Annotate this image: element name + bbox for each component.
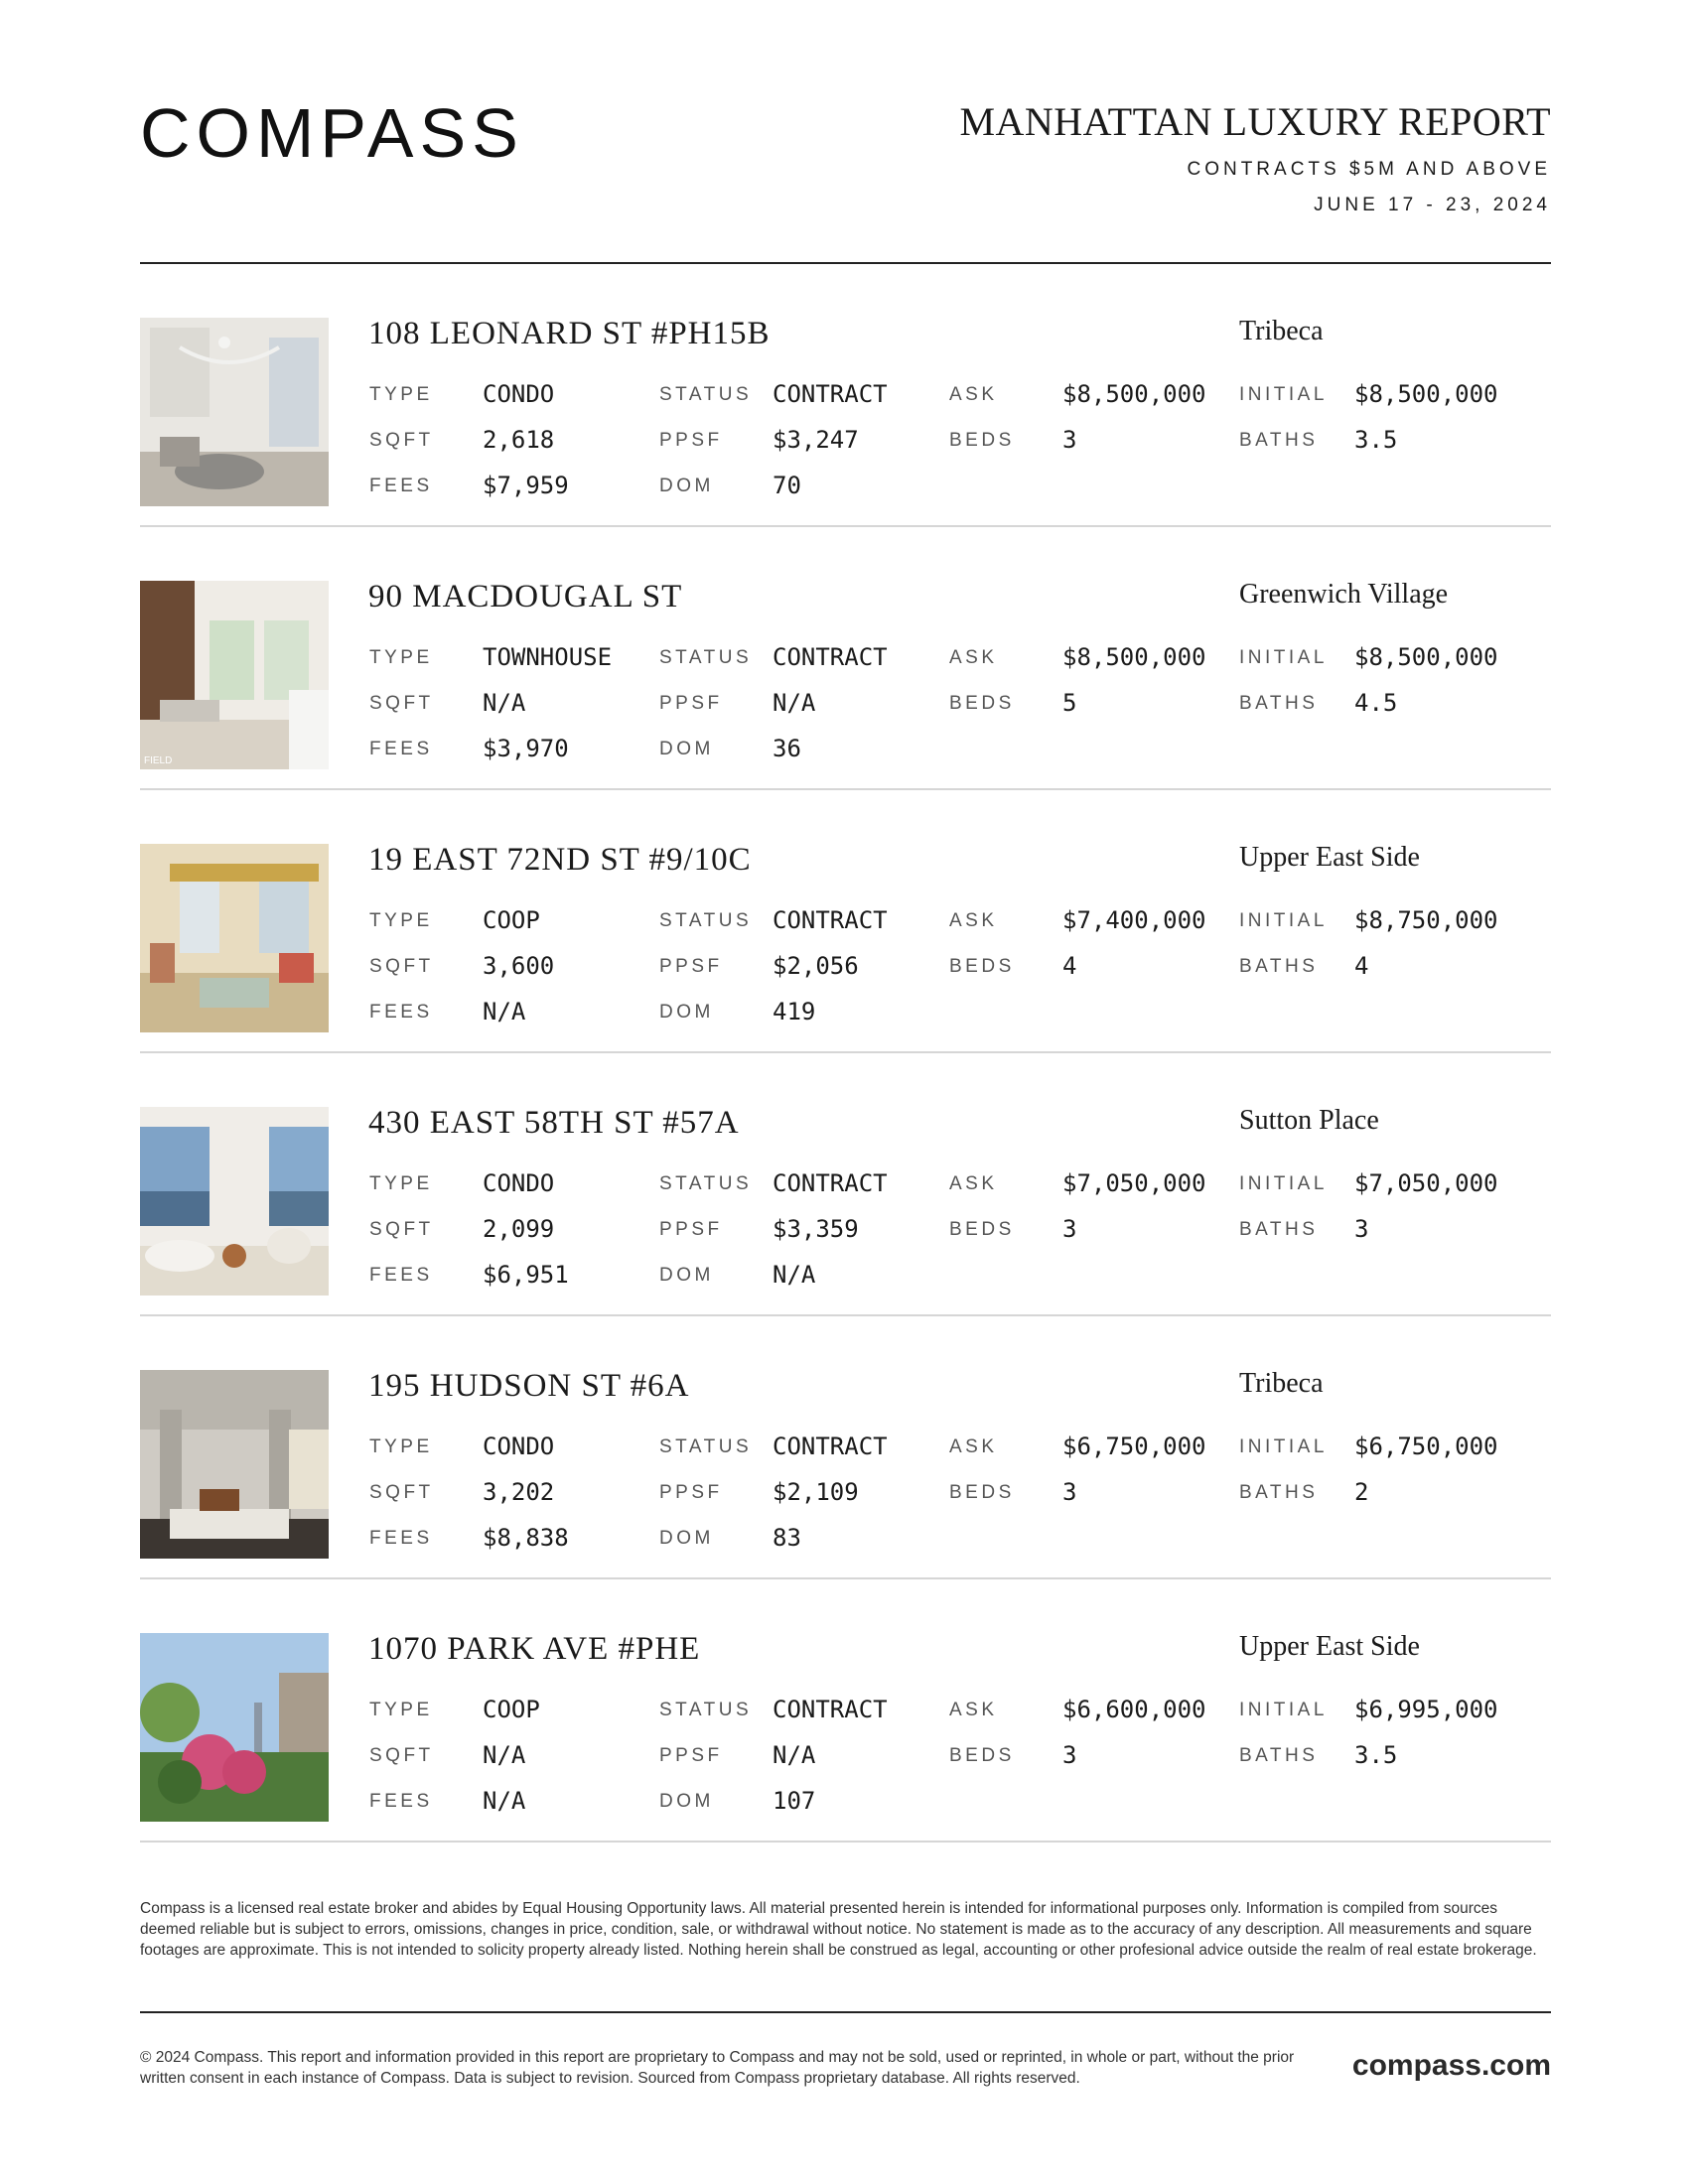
ppsf-label: PPSF (659, 1482, 723, 1503)
type-label: TYPE (369, 384, 433, 405)
initial-label: INITIAL (1239, 910, 1328, 931)
dom-value: 419 (773, 998, 816, 1025)
beds-label: BEDS (949, 693, 1015, 714)
beds-label: BEDS (949, 430, 1015, 451)
ask-value: $6,750,000 (1062, 1433, 1206, 1460)
ppsf-value: $2,056 (773, 952, 859, 980)
fees-label: FEES (369, 476, 433, 496)
listing-photo (140, 318, 329, 506)
baths-label: BATHS (1239, 430, 1319, 451)
listing-card (140, 1579, 1551, 1843)
initial-value: $6,750,000 (1354, 1433, 1498, 1460)
baths-value: 2 (1354, 1478, 1369, 1506)
listing-address: 19 EAST 72ND ST #9/10C (368, 842, 752, 878)
listing-neighborhood: Tribeca (1239, 316, 1324, 346)
ask-label: ASK (949, 384, 998, 405)
type-value: CONDO (483, 1169, 555, 1197)
dom-label: DOM (659, 1002, 714, 1023)
fees-value: $7,959 (483, 472, 569, 499)
baths-value: 4 (1354, 952, 1369, 980)
baths-value: 3.5 (1354, 1741, 1398, 1769)
status-value: CONTRACT (773, 906, 888, 934)
ppsf-value: $3,247 (773, 426, 859, 454)
status-value: CONTRACT (773, 1433, 888, 1460)
status-label: STATUS (659, 910, 753, 931)
listing-address: 195 HUDSON ST #6A (368, 1368, 690, 1404)
status-value: CONTRACT (773, 643, 888, 671)
ppsf-value: $3,359 (773, 1215, 859, 1243)
listing-neighborhood: Upper East Side (1239, 842, 1420, 873)
listing-photo (140, 1370, 329, 1559)
beds-value: 3 (1062, 426, 1077, 454)
sqft-label: SQFT (369, 956, 434, 977)
ask-value: $8,500,000 (1062, 380, 1206, 408)
sqft-label: SQFT (369, 430, 434, 451)
sqft-value: N/A (483, 689, 526, 717)
type-value: TOWNHOUSE (483, 643, 613, 671)
type-value: COOP (483, 906, 540, 934)
fees-value: $3,970 (483, 735, 569, 762)
listing-photo (140, 581, 329, 769)
dom-label: DOM (659, 739, 714, 759)
ask-label: ASK (949, 1436, 998, 1457)
fees-value: $8,838 (483, 1524, 569, 1552)
listing-address: 90 MACDOUGAL ST (368, 579, 683, 614)
dom-value: 83 (773, 1524, 801, 1552)
baths-label: BATHS (1239, 693, 1319, 714)
initial-label: INITIAL (1239, 384, 1328, 405)
dom-label: DOM (659, 1528, 714, 1549)
sqft-label: SQFT (369, 693, 434, 714)
sqft-value: 2,099 (483, 1215, 555, 1243)
fees-label: FEES (369, 1791, 433, 1812)
ask-label: ASK (949, 647, 998, 668)
status-label: STATUS (659, 1700, 753, 1720)
listing-neighborhood: Tribeca (1239, 1368, 1324, 1399)
listing-card (140, 1316, 1551, 1579)
listing-photo (140, 1633, 329, 1822)
sqft-label: SQFT (369, 1482, 434, 1503)
status-value: CONTRACT (773, 1169, 888, 1197)
baths-label: BATHS (1239, 1482, 1319, 1503)
photo-watermark: FIELD (144, 755, 173, 766)
baths-label: BATHS (1239, 1219, 1319, 1240)
type-value: CONDO (483, 1433, 555, 1460)
status-label: STATUS (659, 384, 753, 405)
beds-label: BEDS (949, 1745, 1015, 1766)
status-label: STATUS (659, 1173, 753, 1194)
ppsf-label: PPSF (659, 693, 723, 714)
initial-value: $8,500,000 (1354, 643, 1498, 671)
dom-value: N/A (773, 1261, 816, 1289)
status-label: STATUS (659, 1436, 753, 1457)
type-label: TYPE (369, 1700, 433, 1720)
ask-label: ASK (949, 1173, 998, 1194)
listing-card (140, 790, 1551, 1053)
sqft-value: 3,600 (483, 952, 555, 980)
ppsf-label: PPSF (659, 956, 723, 977)
listing-neighborhood: Sutton Place (1239, 1105, 1379, 1136)
status-value: CONTRACT (773, 1696, 888, 1723)
ask-label: ASK (949, 1700, 998, 1720)
initial-label: INITIAL (1239, 647, 1328, 668)
listing-address: 430 EAST 58TH ST #57A (368, 1105, 740, 1141)
listing-card (140, 1053, 1551, 1316)
fees-label: FEES (369, 1002, 433, 1023)
report-subtitle: CONTRACTS $5M AND ABOVE (1187, 159, 1551, 180)
initial-label: INITIAL (1239, 1700, 1328, 1720)
beds-value: 4 (1062, 952, 1077, 980)
fees-value: $6,951 (483, 1261, 569, 1289)
baths-label: BATHS (1239, 956, 1319, 977)
beds-label: BEDS (949, 1219, 1015, 1240)
listing-card (140, 527, 1551, 790)
type-value: CONDO (483, 380, 555, 408)
ppsf-value: $2,109 (773, 1478, 859, 1506)
legal-disclaimer: Compass is a licensed real estate broker and abides by Equal Housing Opportunity laws. All material presented herein is intended for informational purposes only. Information is compiled from sources deemed reliable but is subject to errors, omissions, changes in price, condition, sale, or withdrawal without notice. No statement is made as to the accuracy of any description. All measurements and square footages are approximate. This is not intended to solicity property already listed. Nothing herein shall be construed as legal, accounting or other profesional advice outside the realm of real estate brokerage. (140, 1900, 1537, 1959)
listing-neighborhood: Upper East Side (1239, 1631, 1420, 1662)
sqft-value: 2,618 (483, 426, 555, 454)
initial-label: INITIAL (1239, 1436, 1328, 1457)
initial-value: $8,750,000 (1354, 906, 1498, 934)
beds-value: 5 (1062, 689, 1077, 717)
initial-label: INITIAL (1239, 1173, 1328, 1194)
sqft-value: 3,202 (483, 1478, 555, 1506)
sqft-label: SQFT (369, 1745, 434, 1766)
type-label: TYPE (369, 1173, 433, 1194)
fees-value: N/A (483, 1787, 526, 1815)
dom-label: DOM (659, 1791, 714, 1812)
dom-value: 36 (773, 735, 801, 762)
listing-photo (140, 844, 329, 1032)
type-label: TYPE (369, 910, 433, 931)
beds-value: 3 (1062, 1741, 1077, 1769)
baths-label: BATHS (1239, 1745, 1319, 1766)
ask-value: $8,500,000 (1062, 643, 1206, 671)
ppsf-label: PPSF (659, 430, 723, 451)
type-value: COOP (483, 1696, 540, 1723)
beds-value: 3 (1062, 1215, 1077, 1243)
ask-value: $6,600,000 (1062, 1696, 1206, 1723)
dom-value: 70 (773, 472, 801, 499)
baths-value: 3.5 (1354, 426, 1398, 454)
ask-value: $7,400,000 (1062, 906, 1206, 934)
ppsf-label: PPSF (659, 1219, 723, 1240)
sqft-value: N/A (483, 1741, 526, 1769)
logo-text: COMPASS (140, 99, 524, 169)
initial-value: $7,050,000 (1354, 1169, 1498, 1197)
ask-value: $7,050,000 (1062, 1169, 1206, 1197)
report-header (959, 99, 1551, 216)
report-date-range: JUNE 17 - 23, 2024 (1314, 195, 1551, 215)
status-label: STATUS (659, 647, 753, 668)
listing-photo (140, 1107, 329, 1296)
type-label: TYPE (369, 647, 433, 668)
fees-label: FEES (369, 1265, 433, 1286)
listing-card (140, 264, 1551, 527)
fees-label: FEES (369, 1528, 433, 1549)
sqft-label: SQFT (369, 1219, 434, 1240)
dom-label: DOM (659, 1265, 714, 1286)
compass-logo (140, 99, 567, 169)
beds-label: BEDS (949, 1482, 1015, 1503)
ask-label: ASK (949, 910, 998, 931)
ppsf-label: PPSF (659, 1745, 723, 1766)
initial-value: $8,500,000 (1354, 380, 1498, 408)
listing-address: 1070 PARK AVE #PHE (368, 1631, 701, 1667)
ppsf-value: N/A (773, 689, 816, 717)
fees-label: FEES (369, 739, 433, 759)
type-label: TYPE (369, 1436, 433, 1457)
beds-label: BEDS (949, 956, 1015, 977)
initial-value: $6,995,000 (1354, 1696, 1498, 1723)
status-value: CONTRACT (773, 380, 888, 408)
dom-label: DOM (659, 476, 714, 496)
dom-value: 107 (773, 1787, 816, 1815)
copyright-notice: © 2024 Compass. This report and information provided in this report are proprietary to Compass and may not be sold, used or reprinted, in whole or part, without the prior written consent in each instance of Compass. Data is subject to revision. Sourced from Compass proprietary database. All rights reserved. (140, 2049, 1295, 2087)
report-title: MANHATTAN LUXURY REPORT (959, 99, 1551, 144)
baths-value: 4.5 (1354, 689, 1398, 717)
baths-value: 3 (1354, 1215, 1369, 1243)
listing-address: 108 LEONARD ST #PH15B (368, 316, 771, 351)
footer-divider (140, 2011, 1551, 2013)
beds-value: 3 (1062, 1478, 1077, 1506)
fees-value: N/A (483, 998, 526, 1025)
website-link[interactable]: compass.com (1351, 2049, 1551, 2082)
ppsf-value: N/A (773, 1741, 816, 1769)
listing-neighborhood: Greenwich Village (1239, 579, 1449, 610)
